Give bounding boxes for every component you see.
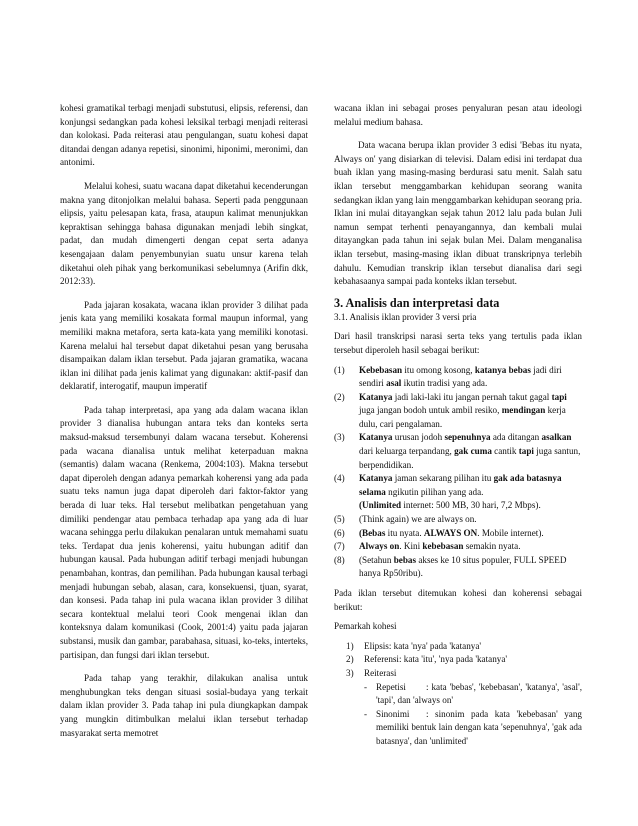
list-item: 3) Reiterasi [346, 667, 397, 678]
paragraph: Pada tahap interpretasi, apa yang ada dalam wacana iklan provider 3 dianalisa hubungan antara teks dan konteks serta maksud-maksud tersembunyi dalam wacana tersebut. Koherensi pada wacana dianalisa untuk melihat keterpaduan makna (semantis) dalam wacana (Renkema, 2004:103). Makna tersebut dapat diperoleh dengan adanya pemarkah koherensi yang ada pada suatu teks namun juga dapat diperoleh dari faktor-faktor yang berada di luar teks. Hal tersebut melibatkan pengetahuan yang dimiliki pendengar atau pembaca terhadap apa yang ada di luar wacana sehingga perlu dilakukan penalaran untuk memahami suatu teks. Terdapat dua jenis koherensi, yaitu hubungan aditif dan hubungan kausal. Pada hubungan aditif terbagi menjadi hubungan penambahan, kontras, dan pemilihan. Pada hubungan kausal terbagi menjadi hubungan sebab, alasan, cara, konsekuensi, tjuan, syarat, dan konsesi. Pada tahap ini pula wacana iklan provider 3 dilihat secara kontektual melalui teori Cook mengenai iklan dan konteksnya dalam komunikasi (Cook, 2001:4) yaitu pada jajaran substansi, musik dan gambar, parabahasa, situasi, ko-teks, interteks, partisipan, dan fungsi dari iklan tersebut. [60, 404, 308, 660]
kohesi-list [334, 640, 582, 681]
paragraph: Dari hasil transkripsi narasi serta teks yang tertulis pada iklan tersebut diperoleh hasil sebagai berikut: [334, 331, 582, 355]
paragraph: Pada jajaran kosakata, wacana iklan provider 3 dilihat pada jenis kata yang memiliki kosakata formal maupun informal, yang memiliki makna metafora, serta kata-kata yang memiliki konotasi. Karena melalui hal tersebut dapat diketahui pesan yang berusaha disampaikan dalam iklan tersebut. Pada jajaran gramatika, wacana iklan ini dilihat pada jenis kalimat yang digunakan: aktif-pasif dan deklaratif, interogatif, maupun imperatif [60, 299, 308, 392]
reiterasi-list [334, 681, 582, 749]
subsection-heading: 3.1. Analisis iklan provider 3 versi pria [334, 311, 477, 322]
paragraph-label: Pemarkah kohesi [334, 621, 397, 632]
paragraph: Pada tahap yang terakhir, dilakukan analisa untuk menghubungkan teks dengan situasi sosial-budaya yang terkait dalam iklan provider 3. Pada tahap ini pula diungkapkan dampak yang mungkin ditimbulkan melalui iklan tersebut terhadap masyarakat serta memotret [60, 673, 308, 738]
list-item: 2) Referensi: kata 'itu', 'nya pada 'katanya' [346, 654, 508, 665]
list-item: (7) Always on. Kini kebebasan semakin nyata. [334, 541, 521, 552]
paragraph: Melalui kohesi, suatu wacana dapat diketahui kecenderungan makna yang ditonjolkan melalui bahasa. Seperti pada penggunaan elipsis, yaitu pelesapan kata, frasa, ataupun kalimat menunjukkan kepraktisan sehingga bahasa digunakan menjadi lebih singkat, padat, dan mudah dimengerti dengan cepat serta adanya kesengajaan dalam penyembunyian suatu unsur karena telah diketahui oleh pihak yang berkomunikasi sebelumnya (Arifin dkk, 2012:33). [60, 180, 308, 287]
paragraph: wacana iklan ini sebagai proses penyaluran pesan atau ideologi melalui medium bahasa. [334, 103, 582, 127]
list-item: - Repetisi : kata 'bebas', 'kebebasan', 'katanya', 'asal', 'tapi', dan 'always on' [364, 681, 582, 706]
list-item: (3) Katanya urusan jodoh sepenuhnya ada ditangan asalkan dari keluarga terpandang, gak cuma cantik tapi juga santun, berpendidikan. [334, 432, 581, 470]
paragraph: Pada iklan tersebut ditemukan kohesi dan koherensi sebagai berikut: [334, 588, 582, 612]
list-item: (4) Katanya jaman sekarang pilihan itu gak ada batasnya selama ngikutin pilihan yang ada. (Unlimited internet: 500 MB, 30 hari, 7,2 Mbps). [334, 473, 562, 511]
list-item: (8) (Setahun bebas akses ke 10 situs populer, FULL SPEED hanya Rp50ribu). [334, 554, 567, 579]
list-item: (2) Katanya jadi laki-laki itu jangan pernah takut gagal tapi juga jangan bodoh untuk ambil resiko, mendingan kerja dulu, cari pengalaman. [334, 391, 567, 429]
list-item: 1) Elipsis: kata 'nya' pada 'katanya' [346, 640, 482, 651]
list-item: (1) Kebebasan itu omong kosong, katanya bebas jadi diri sendiri asal ikutin tradisi yang ada. [334, 364, 562, 389]
right-column [334, 102, 582, 749]
list-item: - Sinonimi : sinonim pada kata 'kebebasan' yang memiliki bentuk lain dengan kata 'sepenuhnya', 'gak ada batasnya', dan 'unlimited' [364, 708, 582, 746]
list-item: (6) (Bebas itu nyata. ALWAYS ON. Mobile internet). [334, 527, 544, 538]
left-column [60, 102, 308, 740]
paragraph: kohesi gramatikal terbagi menjadi substutusi, elipsis, referensi, dan konjungsi sedangkan pada kohesi leksikal terbagi menjadi reiterasi dan kolokasi. Pada reiterasi atau pengulangan, suatu kohesi dapat ditandai dengan adanya repetisi, sinonimi, hiponimi, meronimi, dan antonimi. [60, 103, 308, 168]
list-item: (5) (Think again) we are always on. [334, 514, 477, 525]
paragraph: Data wacana berupa iklan provider 3 edisi 'Bebas itu nyata, Always on' yang disiarkan di televisi. Dalam edisi ini terdapat dua buah iklan yang masing-masing berdurasi satu menit. Salah satu iklan tersebut menggambarkan kehidupan seorang wanita sedangkan iklan yang lain menggambarkan kehidupan seorang pria. Iklan ini mulai ditayangkan sejak tahun 2012 lalu pada bulan Juli namun sempat terhenti penayangannya, dan kembali mulai ditayangkan pada tahun ini sejak bulan Mei. Dalam menganalisa iklan tersebut, masing-masing iklan dibuat transkripnya terlebih dahulu. Kemudian transkrip iklan tersebut dianalisa dari segi kebahasaanya sampai pada konteks iklan tersebut. [334, 140, 582, 287]
section-heading: 3. Analisis dan interpretasi data [334, 295, 500, 310]
transcript-list [334, 364, 582, 582]
